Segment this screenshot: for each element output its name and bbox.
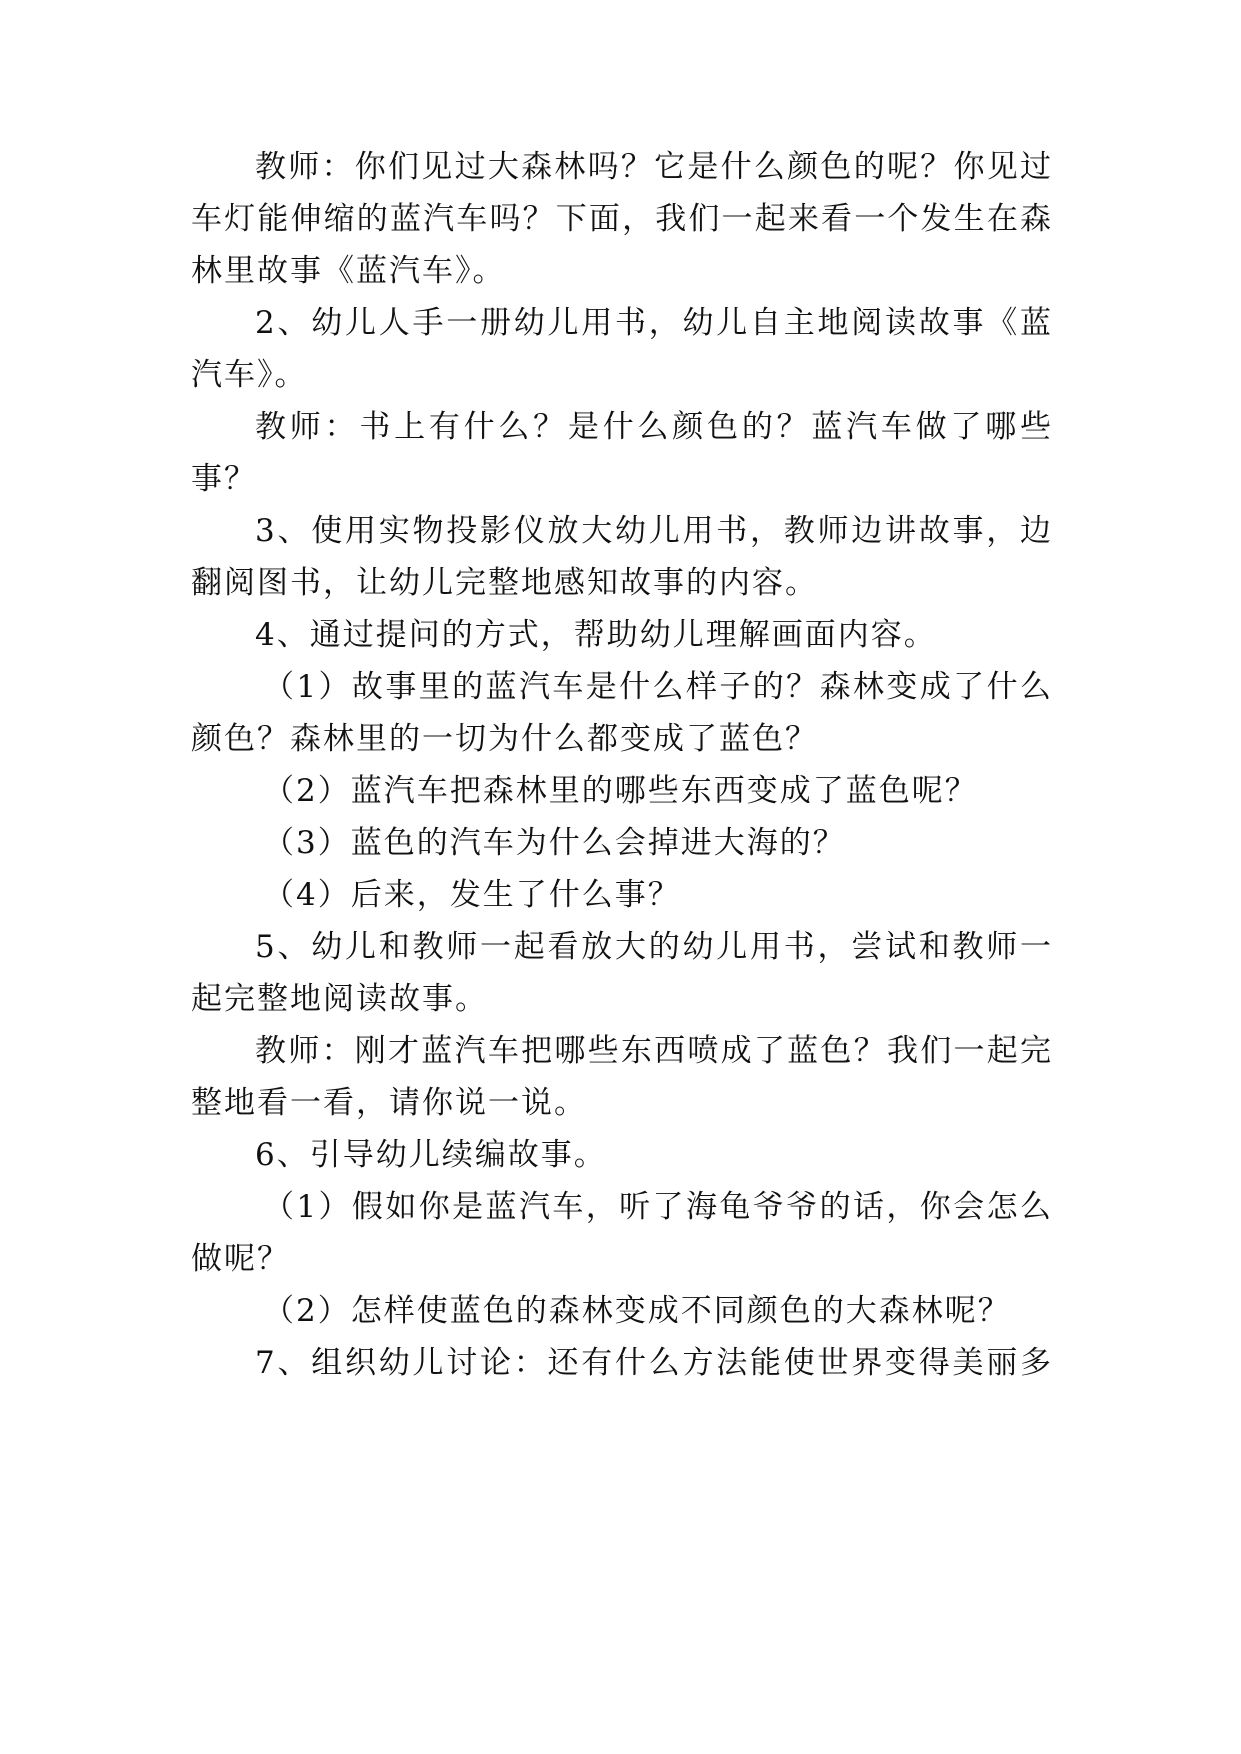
text-line: （1）故事里的蓝汽车是什么样子的？森林变成了什么 xyxy=(263,669,1051,705)
text-line: 林里故事《蓝汽车》。 xyxy=(191,253,506,289)
text-line: （2）蓝汽车把森林里的哪些东西变成了蓝色呢？ xyxy=(263,773,978,809)
text-line: 事？ xyxy=(191,461,257,497)
text-line: 翻阅图书，让幼儿完整地感知故事的内容。 xyxy=(191,565,818,601)
text-line: 7、组织幼儿讨论：还有什么方法能使世界变得美丽多 xyxy=(255,1345,1051,1381)
text-line: 5、幼儿和教师一起看放大的幼儿用书，尝试和教师一 xyxy=(255,929,1051,965)
text-line: 2、幼儿人手一册幼儿用书，幼儿自主地阅读故事《蓝 xyxy=(255,305,1051,341)
text-line: （1）假如你是蓝汽车，听了海龟爷爷的话，你会怎么 xyxy=(263,1189,1051,1225)
text-line: （3）蓝色的汽车为什么会掉进大海的？ xyxy=(263,825,846,861)
text-line: 4、通过提问的方式，帮助幼儿理解画面内容。 xyxy=(255,617,937,653)
text-line: 教师：书上有什么？是什么颜色的？蓝汽车做了哪些 xyxy=(255,409,1051,445)
text-line: （2）怎样使蓝色的森林变成不同颜色的大森林呢？ xyxy=(263,1293,1011,1329)
text-line: 车灯能伸缩的蓝汽车吗？下面，我们一起来看一个发生在森 xyxy=(191,201,1051,237)
text-line: 起完整地阅读故事。 xyxy=(191,981,488,1017)
text-line: 3、使用实物投影仪放大幼儿用书，教师边讲故事，边 xyxy=(255,513,1051,549)
text-line: （4）后来，发生了什么事？ xyxy=(263,877,681,913)
text-line: 教师：你们见过大森林吗？它是什么颜色的呢？你见过 xyxy=(255,149,1051,185)
text-line: 做呢？ xyxy=(191,1241,290,1277)
text-line: 教师：刚才蓝汽车把哪些东西喷成了蓝色？我们一起完 xyxy=(255,1033,1051,1069)
text-line: 6、引导幼儿续编故事。 xyxy=(255,1137,607,1173)
text-line: 颜色？森林里的一切为什么都变成了蓝色？ xyxy=(191,721,818,757)
text-line: 整地看一看，请你说一说。 xyxy=(191,1085,587,1121)
text-line: 汽车》。 xyxy=(191,357,308,393)
